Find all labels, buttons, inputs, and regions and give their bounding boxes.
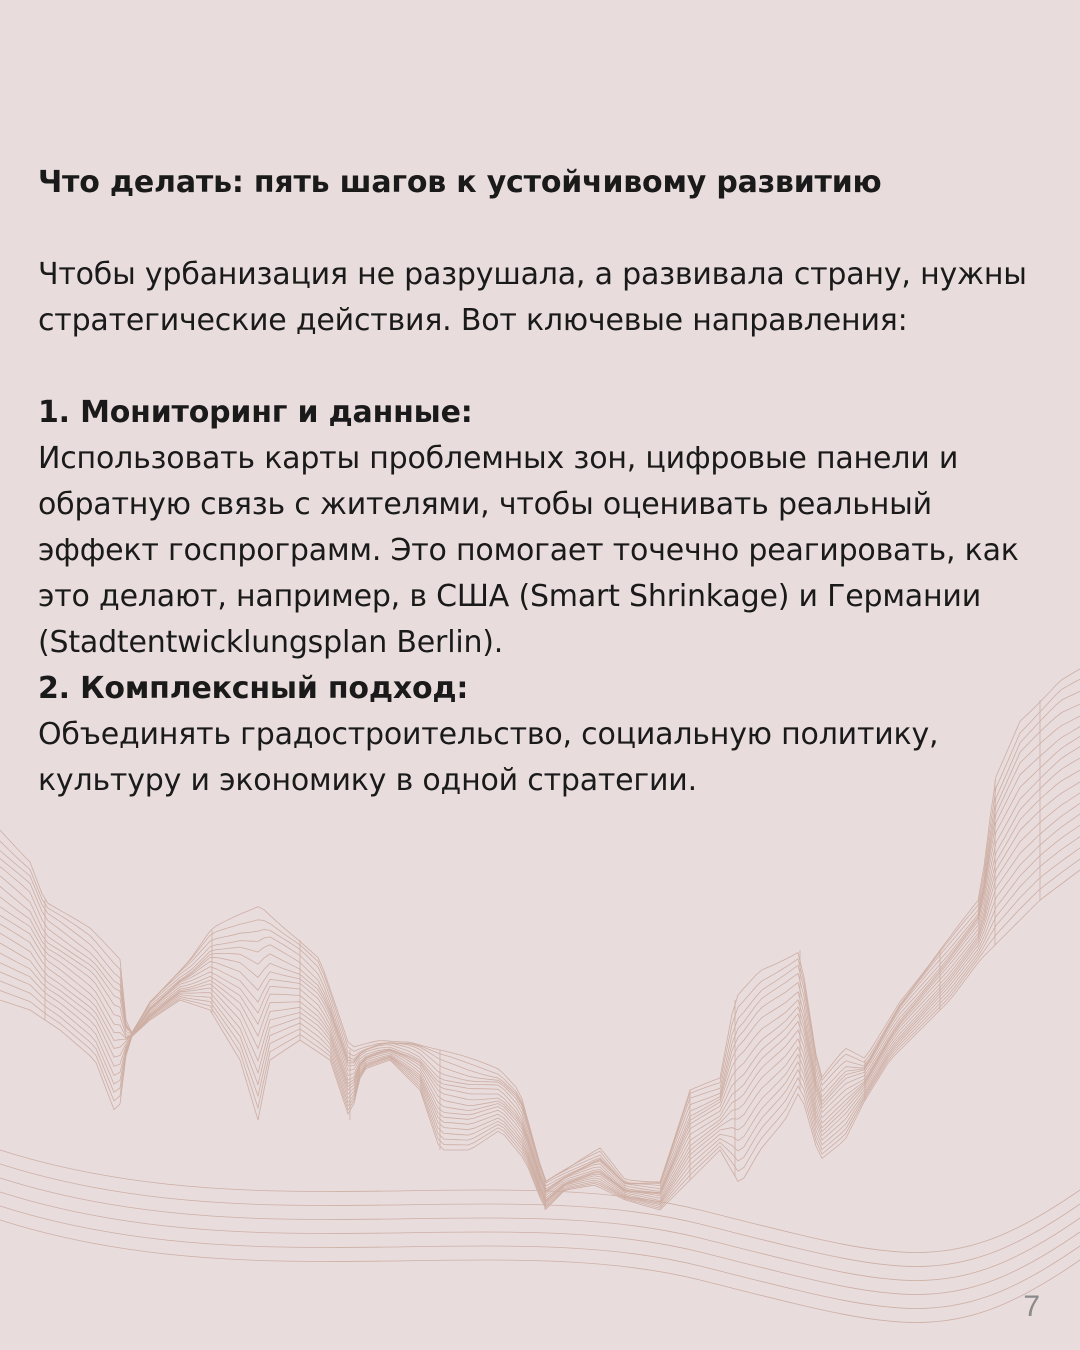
intro-paragraph: Чтобы урбанизация не разрушала, а развивала страну, нужны стратегические действия. Вот ключевые направления: bbox=[38, 257, 1027, 338]
step-1-title: 1. Мониторинг и данные: bbox=[38, 395, 473, 430]
main-content bbox=[38, 160, 1048, 804]
page-number: 7 bbox=[1023, 1290, 1040, 1323]
step-2-title: 2. Комплексный подход: bbox=[38, 671, 469, 706]
step-1-text: Использовать карты проблемных зон, цифровые панели и обратную связь с жителями, чтобы оценивать реальный эффект госпрограмм. Это помогает точечно реагировать, как это делают, например, в США (Smart Shrinkage) и Германии (Stadtentwicklungsplan Berlin). bbox=[38, 441, 1019, 660]
page-heading: Что делать: пять шагов к устойчивому развитию bbox=[38, 165, 882, 200]
step-2-text: Объединять градостроительство, социальную политику, культуру и экономику в одной стратегии. bbox=[38, 717, 939, 798]
